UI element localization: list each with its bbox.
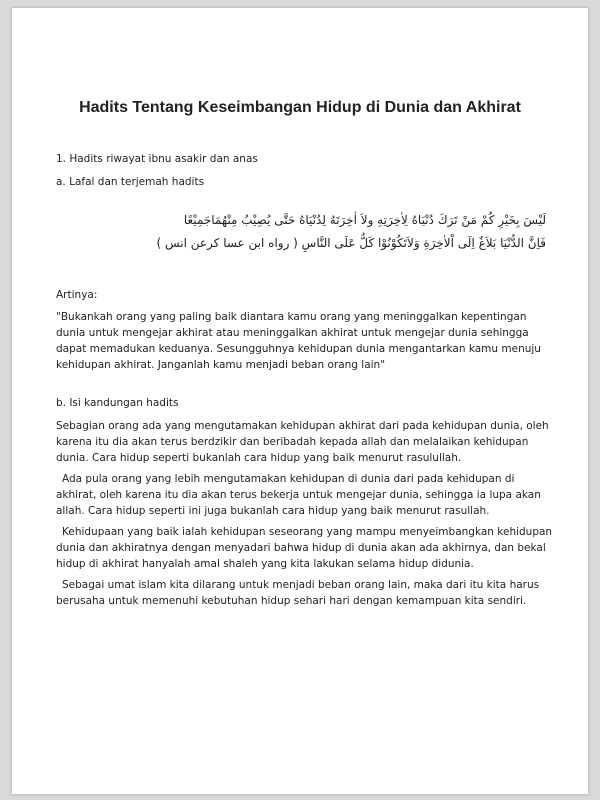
artinya-label: Artinya:	[56, 289, 98, 301]
translation-paragraph: "Bukankah orang yang paling baik diantara kamu orang yang meninggalkan kepentingan dunia untuk mengejar akhirat atau meninggalkan akhirat untuk mengejar dunia sehingga dapat memadukan keduanya. Sesungguhnya kehidupan dunia mengantarkan kamu menuju kehidupan akhirat. Janganlah kamu menjadi beban orang lain"	[56, 311, 541, 371]
content-paragraph: Sebagian orang ada yang mengutamakan kehidupan akhirat dari pada kehidupan dunia, oleh karena itu dia akan terus berdzikir dan beribadah kepada allah dan melalaikan kehidupan dunia. Cara hidup seperti bukanlah cara hidup yang baik menurut rasulullah.	[56, 420, 549, 464]
content-paragraph: Ada pula orang yang lebih mengutamakan kehidupan di dunia dari pada kehidupan di akhirat, oleh karena itu dia akan terus bekerja untuk mengejar dunia, sehingga ia lupa akan allah. Cara hidup seperti ini juga bukanlah cara hidup yang baik menurut rasullah.	[56, 473, 541, 517]
arabic-hadith-line2: فَاِنَّ الدُّنْيَا بَلاَغٌ اِلَى اْلاٰخِرَةِ وَلاَتَكُوْنُوْا كَلٌّ عَلَى النَّاسِ ( رواه ابن عسا كرعن انس )	[156, 236, 546, 250]
arabic-hadith-line1: لَيْسَ بِخَيْرِ كُمْ مَنْ تَرَكَ دُنْيَاهُ لِاٰخِرَتِهِ ولاَ اٰخِرَتَهُ لِدُنْيَاهُ حَتَّى يُصِيْبُ مِنْهُمَاجَمِيْعًا	[183, 213, 546, 227]
document-page	[12, 8, 588, 794]
content-paragraph: Kehidupaan yang baik ialah kehidupan seseorang yang mampu menyeimbangkan kehidupan dunia dan akhiratnya dengan menyadari bahwa hidup di dunia akan ada akhirnya, dan bekal hidup di akhirat hanyalah amal shaleh yang kita lakukan selama hidup didunia.	[56, 526, 553, 570]
section1-heading: 1. Hadits riwayat ibnu asakir dan anas	[56, 153, 258, 165]
subsection-b-heading: b. Isi kandungan hadits	[56, 397, 179, 409]
content-paragraph: Sebagai umat islam kita dilarang untuk menjadi beban orang lain, maka dari itu kita harus berusaha untuk memenuhi kebutuhan hidup sehari hari dengan kemampuan kita sendiri.	[56, 579, 540, 607]
page-title: Hadits Tentang Keseimbangan Hidup di Dunia dan Akhirat	[79, 99, 521, 116]
subsection-a-heading: a. Lafal dan terjemah hadits	[56, 176, 205, 188]
